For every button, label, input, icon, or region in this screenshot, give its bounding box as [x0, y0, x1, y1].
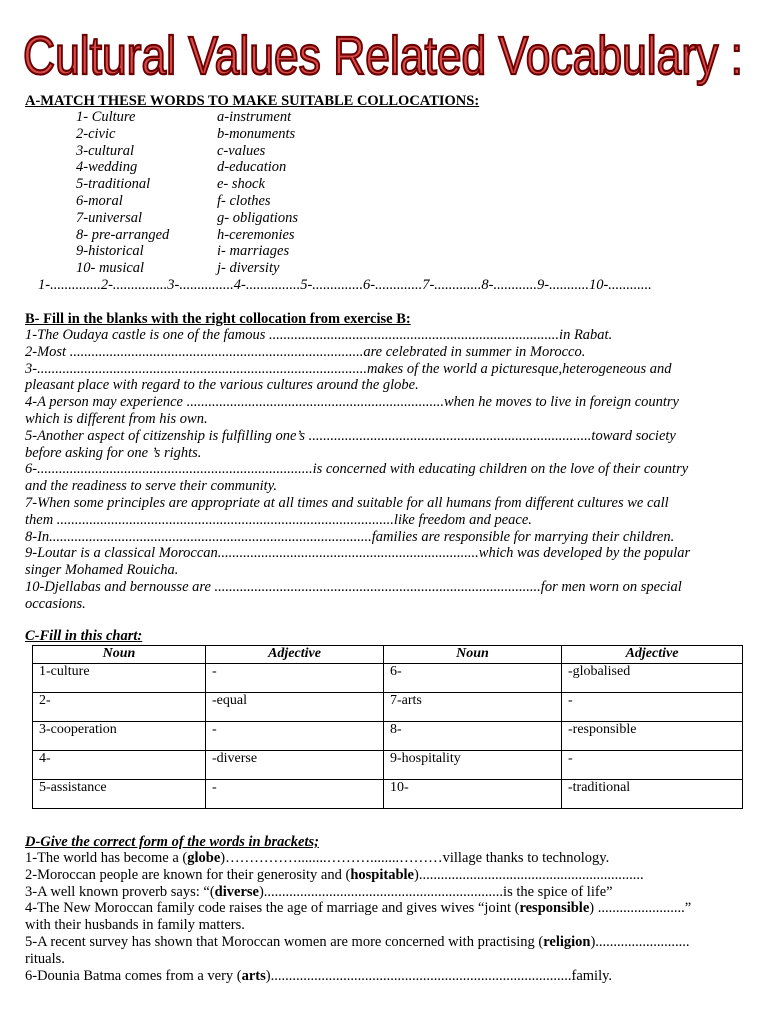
word-form-item: [25, 884, 613, 901]
section-b-heading: B- Fill in the blanks with the right collocation from exercise B:: [25, 311, 411, 327]
chart-cell: 8-: [384, 722, 562, 751]
chart-row: [33, 780, 743, 809]
chart-cell: -: [206, 664, 384, 693]
chart-cell: 9-hospitality: [384, 751, 562, 780]
fill-blank-line: 6-............................................................................is concerned with educating children on the love of their country: [25, 461, 689, 478]
fill-blank-line: them .............................................................................................like freedom and peace.: [25, 511, 532, 528]
match-word-right: c-values: [217, 142, 266, 159]
chart-header-adjective-1: Adjective: [206, 646, 384, 664]
chart-cell: 4-: [33, 751, 206, 780]
match-word-left: 10- musical: [76, 260, 145, 277]
chart-row: [33, 664, 743, 693]
word-form-keyword: diverse: [214, 883, 259, 900]
word-form-keyword: arts: [241, 967, 266, 984]
fill-blank-line: 2-Most .................................................................................are celebrated in summer in Morocco.: [25, 343, 586, 360]
match-word-left: 9-historical: [76, 243, 144, 260]
word-form-text: rituals.: [25, 950, 65, 967]
match-word-left: 1- Culture: [76, 109, 136, 125]
fill-blank-line: 5-Another aspect of citizenship is fulfilling one’s ..............................................................................toward society: [25, 427, 676, 444]
word-form-blank: )..........................: [590, 934, 690, 950]
chart-cell: -traditional: [562, 780, 743, 809]
chart-header-noun-1: Noun: [33, 646, 206, 664]
word-form-text: 5-A recent survey has shown that Moroccan women are more concerned with practising (: [25, 934, 544, 950]
fill-blank-line: pleasant place with regard to the various cultures around the globe.: [25, 377, 419, 394]
section-a-heading: A-MATCH THESE WORDS TO MAKE SUITABLE COLLOCATIONS:: [25, 93, 480, 109]
page-title: [20, 18, 748, 88]
fill-blank-line: which is different from his own.: [25, 411, 208, 427]
word-form-text: 3-A well known proverb says: “(: [25, 883, 215, 900]
fill-blank-line: 10-Djellabas and bernousse are ..........................................................................................for men worn on special: [25, 579, 682, 595]
word-form-blank: )……………........………........………village thanks to technology.: [220, 850, 610, 866]
word-form-keyword: responsible: [519, 900, 590, 917]
match-word-left: 5-traditional: [76, 176, 151, 193]
word-form-blank: )..............................................................: [414, 866, 644, 883]
svg-text:Cultural Values Related Vocabu: Cultural Values Related Vocabulary :: [23, 26, 743, 86]
fill-blank-line: 9-Loutar is a classical Moroccan........................................................................which was developed by the popular: [25, 545, 691, 562]
chart-cell: -diverse: [206, 751, 384, 780]
match-word-right: j- diversity: [217, 260, 280, 277]
word-form-text: 2-Moroccan people are known for their generosity and (: [25, 866, 351, 883]
match-word-left: 3-cultural: [76, 142, 134, 159]
chart-cell: 2-: [33, 693, 206, 722]
chart-cell: -: [206, 780, 384, 809]
word-form-text: 6-Dounia Batma comes from a very (: [25, 967, 242, 984]
fill-blank-line: 4-A person may experience .......................................................................when he moves to live in foreign country: [25, 394, 679, 411]
word-form-item: [25, 951, 65, 968]
chart-cell: -equal: [206, 693, 384, 722]
match-word-right: d-education: [217, 159, 287, 176]
chart-header-adjective-2: Adjective: [562, 646, 743, 664]
word-form-text: with their husbands in family matters.: [25, 917, 245, 934]
match-word-right: i- marriages: [217, 243, 290, 260]
word-form-item: [25, 968, 612, 985]
chart-cell: -: [562, 751, 743, 780]
match-word-left: 8- pre-arranged: [76, 226, 170, 243]
word-form-item: [25, 917, 245, 934]
match-word-left: 7-universal: [76, 209, 143, 226]
fill-blank-line: singer Mohamed Rouicha.: [25, 562, 179, 579]
chart-row: [33, 751, 743, 780]
match-word-right: h-ceremonies: [217, 226, 295, 243]
fill-blank-line: 1-The Oudaya castle is one of the famous ................................................................................in Rabat.: [25, 327, 613, 343]
section-d-heading: D-Give the correct form of the words in brackets;: [25, 834, 319, 850]
word-form-text: 4-The New Moroccan family code raises the age of marriage and gives wives “joint (: [25, 900, 520, 917]
word-form-text: 1-The world has become a (: [25, 850, 188, 866]
chart-cell: -globalised: [562, 664, 743, 693]
fill-blank-line: and the readiness to serve their community.: [25, 478, 277, 495]
word-form-blank: )..................................................................is the spice of life”: [258, 883, 613, 900]
chart-cell: 3-cooperation: [33, 722, 206, 751]
fill-blank-line: occasions.: [25, 595, 86, 612]
chart-cell: 5-assistance: [33, 780, 206, 809]
fill-blank-line: 8-In.........................................................................................families are responsible for marrying their children.: [25, 528, 675, 545]
match-word-right: g- obligations: [217, 209, 298, 226]
fill-blank-line: 3-...........................................................................................makes of the world a picturesque,heterogeneous and: [25, 360, 672, 377]
word-form-blank: ) ........................”: [589, 900, 692, 917]
match-word-right: e- shock: [217, 176, 265, 193]
chart-row: [33, 722, 743, 751]
section-c-heading: C-Fill in this chart:: [25, 628, 143, 644]
match-word-left: 4-wedding: [76, 159, 138, 176]
chart-cell: 6-: [384, 664, 562, 693]
chart-cell: -responsible: [562, 722, 743, 751]
word-form-keyword: religion: [543, 934, 591, 950]
chart-cell: 7-arts: [384, 693, 562, 722]
noun-adjective-chart: [32, 645, 743, 809]
chart-row: [33, 693, 743, 722]
section-a-answers: 1-..............2-...............3-...............4-...............5-..............6-.............7-.............8-............9-...........10-............: [38, 277, 652, 293]
word-form-item: [25, 934, 690, 951]
match-word-left: 2-civic: [76, 125, 116, 142]
fill-blank-line: before asking for one ’s rights.: [25, 444, 202, 461]
word-form-keyword: hospitable: [350, 866, 414, 883]
match-word-right: f- clothes: [217, 193, 271, 209]
word-form-item: [25, 900, 691, 917]
chart-cell: 1-culture: [33, 664, 206, 693]
chart-cell: -: [562, 693, 743, 722]
match-word-left: 6-moral: [76, 193, 123, 209]
chart-header-noun-2: Noun: [384, 646, 562, 664]
chart-cell: -: [206, 722, 384, 751]
word-form-keyword: globe: [187, 850, 221, 866]
match-word-right: b-monuments: [217, 125, 296, 142]
word-form-blank: )...................................................................................family.: [265, 967, 613, 984]
match-word-right: a-instrument: [217, 109, 292, 125]
word-form-item: [25, 850, 609, 867]
chart-header-row: [33, 646, 743, 664]
chart-cell: 10-: [384, 780, 562, 809]
fill-blank-line: 7-When some principles are appropriate at all times and suitable for all humans from different cultures we call: [25, 495, 669, 511]
word-form-item: [25, 867, 644, 884]
